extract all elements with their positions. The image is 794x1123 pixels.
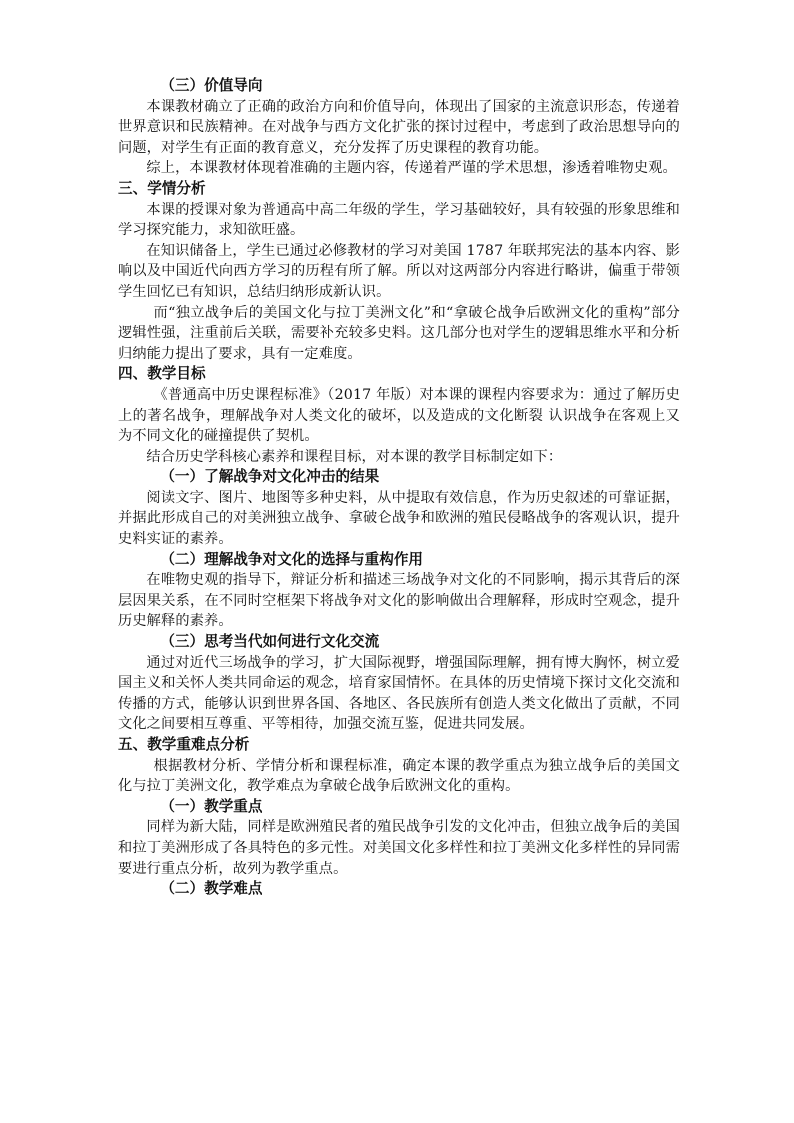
heading-teaching-focus: （一）教学重点 (160, 797, 263, 815)
paragraph-goal-3: 通过对近代三场战争的学习，扩大国际视野，增强国际理解，拥有博大胸怀，树立爱国主义和关怀人类共同命运的观念，培育家国情怀。在具体的历史情境下探讨文化交流和传播的方式，能够认识到世界各国、各地区、各民族所有创造人类文化做出了贡献，不同文化之间要相互尊重、平等相待，加强交流互鉴，促进共同发展。 (118, 654, 680, 733)
heading-goal-1: （一）了解战争对文化冲击的结果 (160, 468, 380, 486)
heading-goal-3: （三）思考当代如何进行文化交流 (160, 633, 380, 651)
paragraph-teaching-focus: 同样为新大陆，同样是欧洲殖民者的殖民战争引发的文化冲击，但独立战争后的美国和拉丁美洲形成了各具特色的多元性。对美国文化多样性和拉丁美洲文化多样性的异同需要进行重点分析，故列为教学重点。 (118, 819, 680, 877)
paragraph-learners-2: 在知识储备上，学生已通过必修教材的学习对美国 1787 年联邦宪法的基本内容、影响以及中国近代向西方学习的历程有所了解。所以对这两部分内容进行略讲，偏重于带领学生回忆已有知识，总结归纳形成新认识。 (118, 242, 680, 300)
heading-goal-2: （二）理解战争对文化的选择与重构作用 (160, 550, 424, 568)
heading-learner-analysis: 三、学情分析 (118, 179, 206, 197)
paragraph-value-orientation: 本课教材确立了正确的政治方向和价值导向，体现出了国家的主流意识形态，传递着世界意识和民族精神。在对战争与西方文化扩张的探讨过程中，考虑到了政治思想导向的问题，对学生有正面的教育意义，充分发挥了历史课程的教育功能。 (118, 98, 680, 156)
paragraph-goals-1: 《普通高中历史课程标准》（2017 年版）对本课的课程内容要求为：通过了解历史上的著名战争，理解战争对人类文化的破坏，以及造成的文化断裂 认识战争在客观上又为不同文化的碰撞提供了契机。 (118, 386, 680, 445)
document-body (118, 76, 680, 900)
paragraph-learners-3: 而“独立战争后的美国文化与拉丁美洲文化”和“拿破仑战争后欧洲文化的重构”部分逻辑性强，注重前后关联，需要补充较多史料。这几部分也对学生的逻辑思维水平和分析归纳能力提出了要求，具有一定难度。 (118, 304, 680, 362)
heading-teaching-difficulty: （二）教学难点 (160, 880, 263, 898)
heading-teaching-goals: 四、教学目标 (118, 365, 206, 383)
paragraph-learners-1: 本课的授课对象为普通高中高二年级的学生，学习基础较好，具有较强的形象思维和学习探究能力，求知欲旺盛。 (118, 201, 680, 239)
paragraph-goal-2: 在唯物史观的指导下，辩证分析和描述三场战争对文化的不同影响，揭示其背后的深层因果关系，在不同时空框架下将战争对文化的影响做出合理解释，形成时空观念，提升历史解释的素养。 (118, 572, 680, 630)
heading-key-points: 五、教学重难点分析 (118, 736, 250, 753)
paragraph-key-points: 根据教材分析、学情分析和课程标准，确定本课的教学重点为独立战争后的美国文化与拉丁美洲文化，教学难点为拿破仑战争后欧洲文化的重构。 (118, 757, 680, 795)
paragraph-goals-2: 结合历史学科核心素养和课程目标，对本课的教学目标制定如下： (146, 448, 563, 465)
paragraph-summary: 综上，本课教材体现着准确的主题内容，传递着严谨的学术思想，渗透着唯物史观。 (146, 160, 677, 177)
heading-value-orientation: （三）价值导向 (160, 77, 263, 94)
paragraph-goal-1: 阅读文字、图片、地图等多种史料，从中提取有效信息，作为历史叙述的可靠证据，并据此形成自己的对美洲独立战争、拿破仑战争和欧洲的殖民侵略战争的客观认识，提升史料实证的素养。 (118, 489, 680, 548)
